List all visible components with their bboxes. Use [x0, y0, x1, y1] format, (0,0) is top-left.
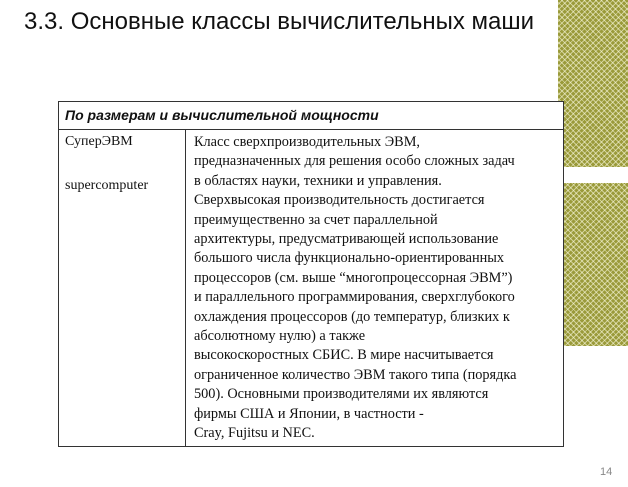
description-line: абсолютному нулю) а также [194, 328, 366, 345]
table-row [59, 130, 564, 447]
table-header-row [59, 102, 564, 130]
term-cell [59, 130, 186, 447]
description-cell [186, 130, 564, 447]
page-number: 14 [600, 466, 613, 478]
description-line: Класс сверхпроизводительных ЭВМ, [194, 134, 420, 150]
description-line: в областях науки, техники и управления. [194, 172, 442, 189]
description-line: охлаждения процессоров (до температур, близких к [194, 308, 510, 325]
description-line: предназначенных для решения особо сложных задач [194, 153, 515, 170]
description-line: Сверхвысокая производительность достигается [194, 192, 485, 209]
description-line: Cray, Fujitsu и NEC. [194, 425, 315, 442]
description-line: преимущественно за счет параллельной [194, 211, 438, 228]
term-russian: СуперЭВМ [65, 134, 133, 149]
description-line: 500). Основными производителями их являются [194, 386, 489, 403]
description-line: и параллельного программирования, сверхглубокого [194, 289, 515, 306]
table-header: По размерам и вычислительной мощности [59, 102, 564, 130]
slide-title: 3.3. Основные классы вычислительных маши [24, 8, 535, 35]
description-line: процессоров (см. выше “многопроцессорная ЭВМ”) [194, 269, 513, 286]
description-line: архитектуры, предусматривающей использование [194, 231, 499, 248]
description-line: фирмы США и Японии, в частности - [194, 405, 424, 422]
classification-table [58, 101, 564, 447]
description-line: большого числа функционально-ориентированных [194, 250, 505, 267]
decorative-pattern-bottom [553, 183, 628, 346]
description-line: высокоскоростных СБИС. В мире насчитывается [194, 347, 494, 364]
decorative-pattern-top [558, 0, 628, 167]
description-line: ограниченное количество ЭВМ такого типа (порядка [194, 366, 517, 383]
term-english: supercomputer [65, 178, 149, 193]
